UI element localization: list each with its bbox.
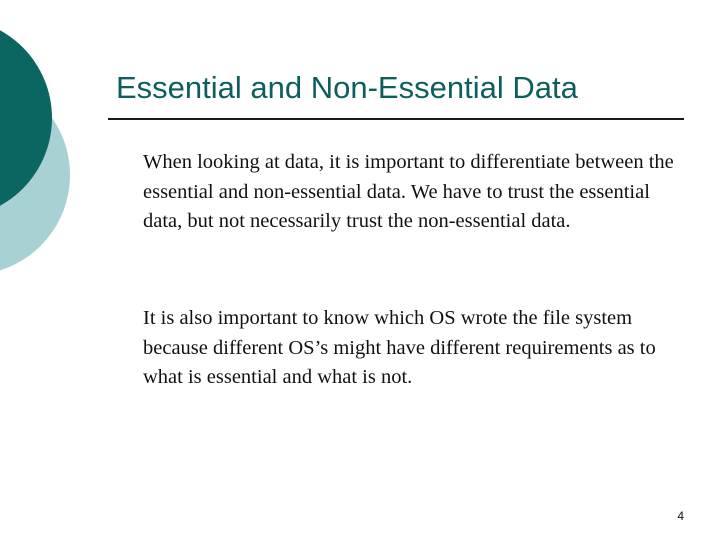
body-paragraph-1: When looking at data, it is important to differentiate between the essential and non-essential data. We have to trust the essential data, but not necessarily trust the non-essential data. <box>143 151 674 233</box>
slide-title: Essential and Non-Essential Data <box>116 70 578 105</box>
page-number: 4 <box>677 509 684 523</box>
title-underline <box>108 118 684 120</box>
decorative-circles <box>0 0 110 300</box>
body-paragraph-2: It is also important to know which OS wrote the file system because different OS’s might have different requirements as to what is essential and what is not. <box>143 307 656 389</box>
